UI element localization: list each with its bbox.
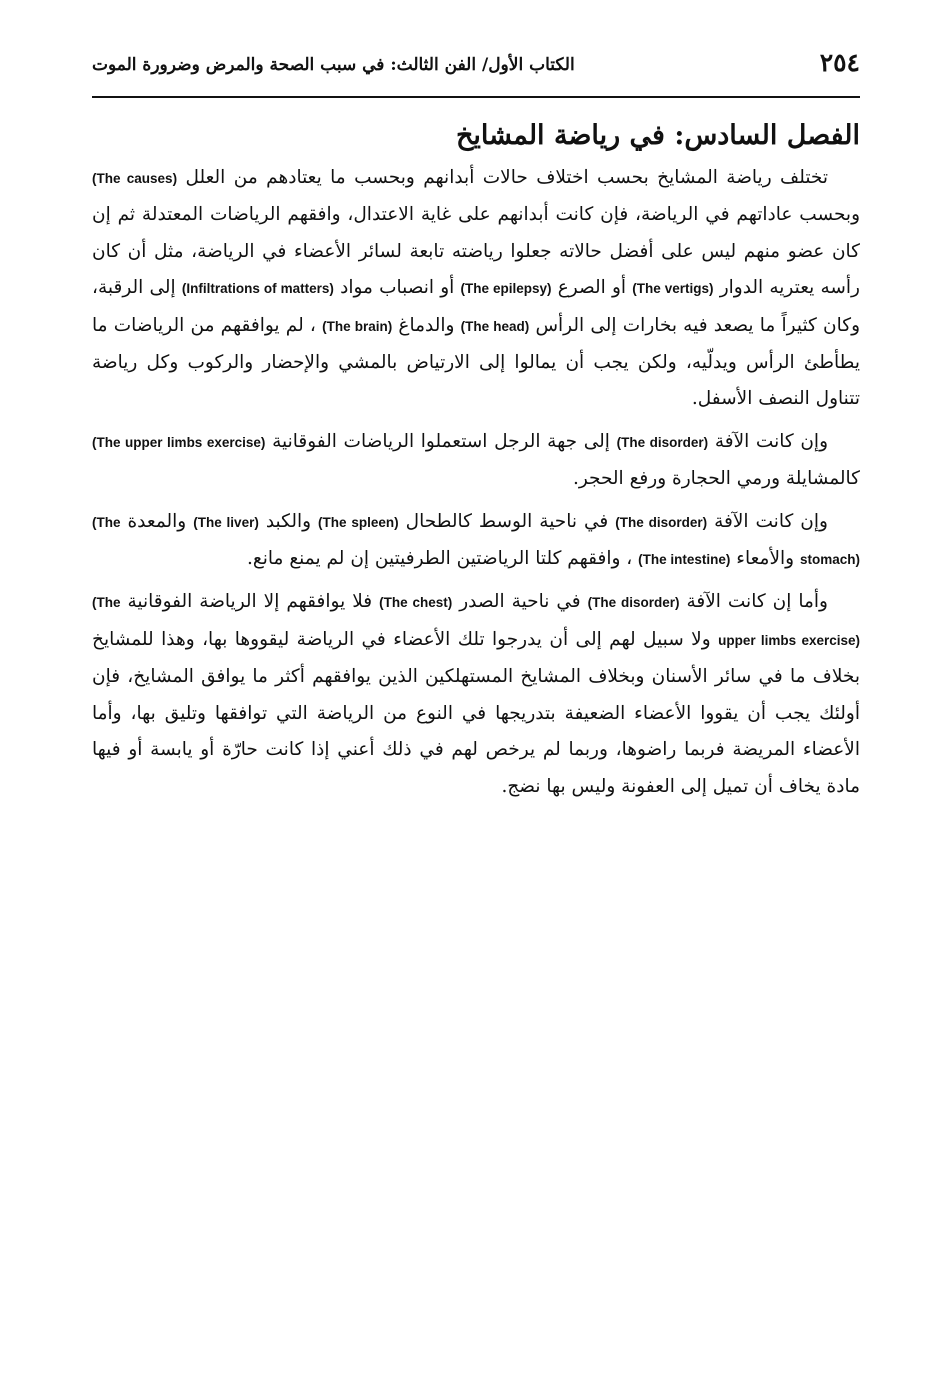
english-term: (The chest) (379, 595, 453, 611)
arabic-text: وإن كانت الآفة (714, 430, 829, 452)
arabic-text: أو الصرع (557, 277, 627, 299)
paragraph (92, 504, 860, 579)
arabic-text: والدماغ (398, 314, 455, 336)
arabic-text: في ناحية الوسط كالطحال (405, 510, 609, 532)
english-term: (The vertigs) (632, 281, 714, 297)
english-term: (The upper limbs exercise) (92, 595, 860, 648)
arabic-text: إلى الرقبة، وكان كثيراً ما يصعد فيه بخارات إلى الرأس (92, 277, 861, 336)
page (92, 38, 860, 807)
arabic-text: ، وافقهم كلتا الرياضتين الطرفيتين إن لم يمنع مانع. (247, 548, 633, 570)
arabic-text: والأمعاء (736, 548, 795, 570)
body-text (92, 160, 860, 805)
english-term: (The stomach) (92, 514, 860, 568)
english-term: (The liver) (193, 514, 259, 530)
arabic-text: وبحسب عاداتهم في الرياضة، فإن كانت أبدانهم على غاية الاعتدال، وافقهم الرياضات المعتدلة ثم إن كان عضو منهم ليس على أفضل حالاته جعلوا رياضته تابعة لسائر الأعضاء في الرياضة، مثل أن كان رأسه يعتريه الدوار (92, 204, 860, 299)
arabic-text: كالمشايلة ورمي الحجارة ورفع الحجر. (572, 468, 860, 490)
english-term: (The intestine) (638, 552, 731, 568)
chapter-title: الفصل السادس: في رياضة المشايخ (455, 120, 860, 151)
arabic-text: والمعدة (127, 510, 187, 532)
arabic-text: فلا يوافقهم إلا الرياضة الفوقانية (127, 591, 373, 613)
english-term: (The causes) (92, 171, 178, 186)
arabic-text: إلى جهة الرجل استعملوا الرياضات الفوقانية (272, 430, 610, 452)
english-term: (Infiltrations of matters) (181, 281, 334, 297)
arabic-text: والكبد (265, 510, 312, 532)
paragraph (92, 424, 860, 498)
arabic-text: تختلف رياضة المشايخ بحسب اختلاف حالات أبدانهم وبحسب ما يعتادهم من العلل (185, 167, 828, 188)
english-term: (The upper limbs exercise) (92, 434, 266, 450)
english-term: (The brain) (322, 318, 393, 334)
header-rule (92, 96, 860, 98)
arabic-text: ولا سبيل لهم إلى أن يدرجوا تلك الأعضاء في الرياضة ليقووها بها، وهذا للمشايخ بخلاف ما في سائر الأسنان وبخلاف المشايخ المستهلكين الذين يوافقهم أكثر ما يوافق المشايخ، فإن أولئك يجب أن يقووا الأعضاء الضعيفة بتدريجها في النوع من الرياضة التي توافقها وتليق بها، وأما الأعضاء المريضة فربما راضوها، وربما لم يرخص لهم في ذلك أعني إذا كانت حارّة أو يابسة أو فيها مادة يخاف أن تميل إلى العفونة وليس بها نضج. (92, 628, 860, 797)
arabic-text: وإن كانت الآفة (714, 510, 828, 532)
english-term: (The disorder) (615, 514, 708, 530)
running-header (92, 38, 860, 92)
english-term: (The spleen) (318, 514, 399, 530)
page-number: ٢٥٤ (819, 48, 860, 77)
arabic-text: أو انصباب مواد (340, 277, 455, 299)
paragraph (92, 160, 860, 418)
arabic-text: وأما إن كانت الآفة (686, 591, 828, 613)
english-term: (The disorder) (616, 434, 709, 450)
arabic-text: في ناحية الصدر (459, 591, 581, 613)
english-term: (The head) (460, 318, 530, 334)
english-term: (The disorder) (587, 595, 680, 611)
running-title: الكتاب الأول/ الفن الثالث: في سبب الصحة والمرض وضرورة الموت (92, 55, 575, 75)
english-term: (The epilepsy) (460, 281, 552, 297)
arabic-text: ، لم يوافقهم من الرياضات ما يطأطئ الرأس ويدلّيه، ولكن يجب أن يمالوا إلى الارتياض بالمشي والإحضار والركوب وكل رياضة تتناول النصف الأسفل. (92, 314, 860, 410)
paragraph (92, 584, 860, 804)
